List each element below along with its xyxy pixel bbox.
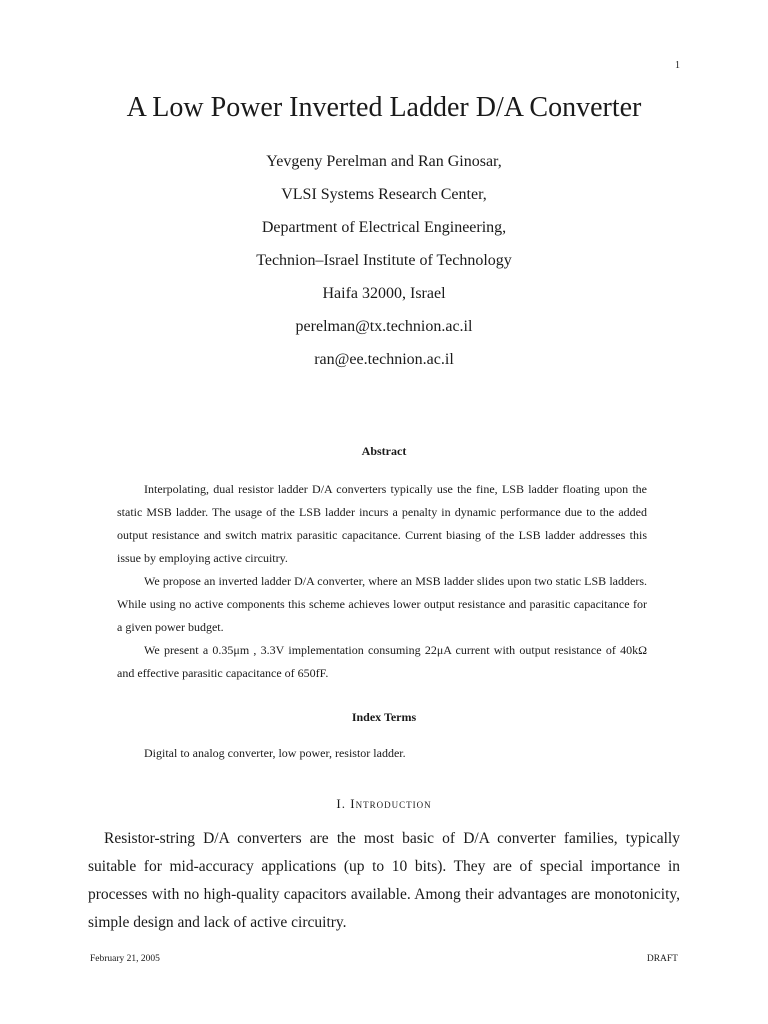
- abstract-heading: Abstract: [361, 444, 407, 458]
- author-email-perelman: perelman@tx.technion.ac.il: [295, 318, 473, 335]
- author-block: [0, 150, 768, 381]
- abstract-body: [117, 478, 647, 685]
- author-email-ginosar: ran@ee.technion.ac.il: [314, 351, 454, 368]
- author-affiliation-department: Department of Electrical Engineering,: [261, 219, 507, 236]
- introduction-paragraph: Resistor-string D/A converters are the most basic of D/A converter families, typically suitable for mid-accuracy applications (up to 10 bits). They are of special importance in processes with no high-quality capacitors available. Among their advantages are monotonicity, simple design and lack of active circuitry.: [88, 830, 680, 931]
- footer-draft-label: DRAFT: [646, 954, 678, 964]
- introduction-body: [88, 825, 680, 937]
- section-title: Introduction: [350, 796, 432, 811]
- index-terms-text: Digital to analog converter, low power, resistor ladder.: [144, 746, 406, 760]
- author-affiliation-institute: Technion–Israel Institute of Technology: [256, 252, 512, 269]
- page-number: 1: [675, 60, 680, 71]
- author-address: Haifa 32000, Israel: [322, 285, 446, 302]
- abstract-paragraph: We present a 0.35μm , 3.3V implementation consuming 22μA current with output resistance of 40kΩ and effective parasitic capacitance of 650fF.: [117, 643, 647, 680]
- abstract-paragraph: We propose an inverted ladder D/A converter, where an MSB ladder slides upon two static LSB ladders. While using no active components this scheme achieves lower output resistance and parasitic capacitance for a given power budget.: [117, 574, 647, 634]
- footer-date: February 21, 2005: [90, 954, 160, 964]
- section-heading: [0, 796, 768, 812]
- author-affiliation-center: VLSI Systems Research Center,: [281, 186, 487, 203]
- paper-title: A Low Power Inverted Ladder D/A Converter: [126, 92, 642, 123]
- abstract-paragraph: Interpolating, dual resistor ladder D/A converters typically use the fine, LSB ladder floating upon the static MSB ladder. The usage of the LSB ladder incurs a penalty in dynamic performance due to the added output resistance and switch matrix parasitic capacitance. Current biasing of the LSB ladder addresses this issue by employing active circuitry.: [117, 482, 647, 565]
- section-number: I.: [336, 796, 346, 811]
- author-names: Yevgeny Perelman and Ran Ginosar,: [266, 153, 502, 170]
- index-terms-heading: Index Terms: [351, 710, 417, 724]
